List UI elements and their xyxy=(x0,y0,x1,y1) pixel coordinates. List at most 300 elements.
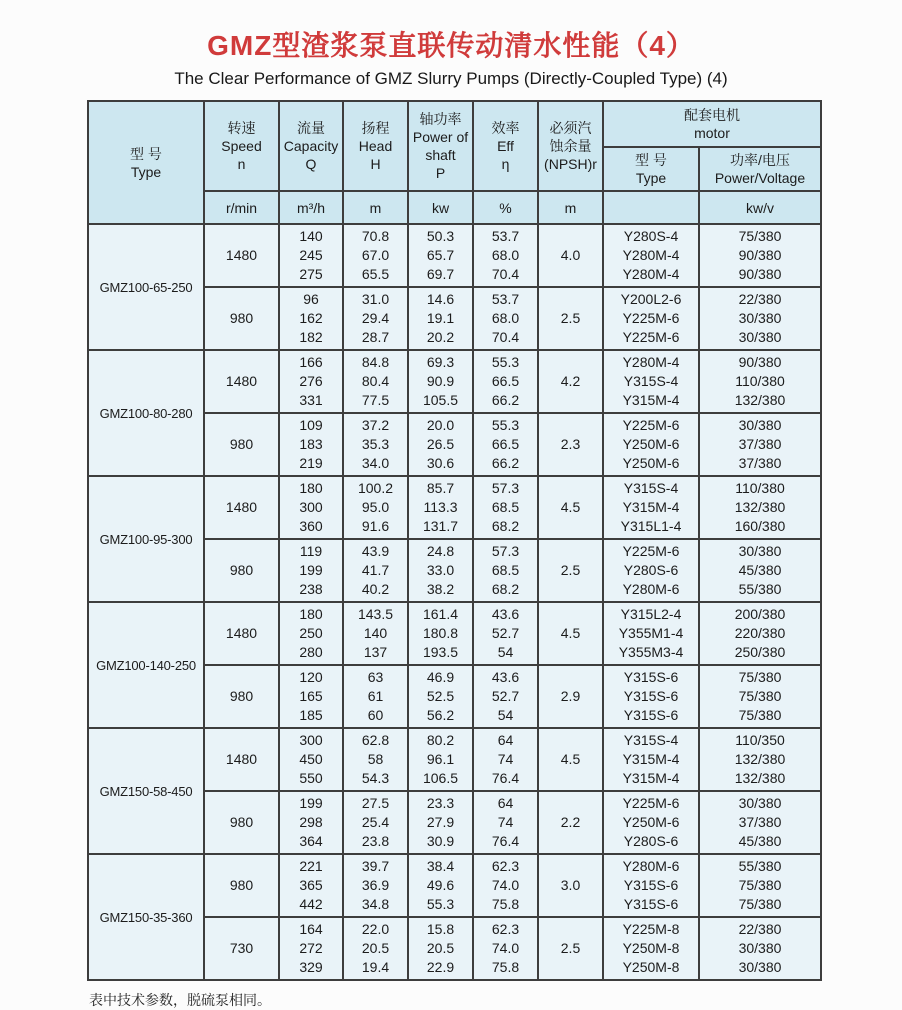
shaft-power-cell-value: 113.3 xyxy=(423,499,458,515)
shaft-power-cell-value: 131.7 xyxy=(422,518,459,534)
pump-model-cell: GMZ100-65-250 xyxy=(88,224,204,350)
shaft-power-cell-value: 24.8 xyxy=(426,543,455,559)
capacity-cell-value: 120 xyxy=(299,669,323,685)
motor-type-cell-value: Y315M-4 xyxy=(622,392,680,408)
motor-type-cell-value: Y225M-6 xyxy=(622,543,680,559)
head-cell-value: 22.0 xyxy=(361,921,390,937)
eff-cell xyxy=(473,413,538,476)
motor-type-cell xyxy=(603,476,699,539)
motor-type-cell-value: Y315L1-4 xyxy=(620,518,682,534)
eff-cell-value: 43.6 xyxy=(491,669,520,685)
motor-type-cell-value: Y315S-6 xyxy=(623,877,679,893)
unit-npsh: m xyxy=(538,191,603,224)
motor-power-cell-value: 75/380 xyxy=(738,669,782,685)
head-cell xyxy=(343,854,408,917)
head-cell-value: 58 xyxy=(367,751,384,767)
motor-power-cell xyxy=(699,728,821,791)
motor-power-cell-value: 37/380 xyxy=(738,814,782,830)
capacity-cell-value: 164 xyxy=(299,921,323,937)
shaft-power-cell-value: 90.9 xyxy=(426,373,455,389)
shaft-power-cell-value: 38.4 xyxy=(426,858,455,874)
motor-type-cell-value: Y280S-4 xyxy=(623,228,679,244)
capacity-cell-value: 275 xyxy=(299,266,323,282)
capacity-cell xyxy=(279,791,343,854)
header-eff-en: Eff xyxy=(497,138,514,154)
eff-cell xyxy=(473,287,538,350)
shaft-power-cell-value: 26.5 xyxy=(426,436,455,452)
motor-power-cell-value: 55/380 xyxy=(738,581,782,597)
head-cell-value: 39.7 xyxy=(361,858,390,874)
eff-cell-value: 68.0 xyxy=(491,247,520,263)
eff-cell-value: 74.0 xyxy=(491,940,520,956)
motor-type-cell-value: Y280S-6 xyxy=(623,562,679,578)
motor-type-cell-value: Y315M-4 xyxy=(622,499,680,515)
motor-power-cell-value: 75/380 xyxy=(738,688,782,704)
capacity-cell-value: 119 xyxy=(299,543,323,559)
page-title: GMZ型渣浆泵直联传动清水性能（4） xyxy=(207,30,695,61)
motor-type-cell-value: Y250M-6 xyxy=(622,455,680,471)
eff-cell-value: 57.3 xyxy=(491,480,520,496)
motor-power-cell xyxy=(699,350,821,413)
motor-type-cell xyxy=(603,665,699,728)
head-cell-value: 67.0 xyxy=(361,247,390,263)
unit-eff: % xyxy=(473,191,538,224)
motor-type-cell xyxy=(603,413,699,476)
motor-power-cell-value: 90/380 xyxy=(738,266,782,282)
motor-power-cell xyxy=(699,854,821,917)
eff-cell xyxy=(473,602,538,665)
motor-type-cell-value: Y225M-6 xyxy=(622,310,680,326)
head-cell-value: 19.4 xyxy=(361,959,390,975)
unit-head: m xyxy=(343,191,408,224)
pump-data-row xyxy=(88,854,821,917)
eff-cell-value: 76.4 xyxy=(491,833,520,849)
capacity-cell-value: 166 xyxy=(299,354,323,370)
npsh-cell: 2.5 xyxy=(538,287,603,350)
head-cell-value: 70.8 xyxy=(361,228,390,244)
shaft-power-cell xyxy=(408,287,473,350)
motor-power-cell xyxy=(699,665,821,728)
head-cell-value: 34.8 xyxy=(361,896,390,912)
motor-type-cell-value: Y225M-6 xyxy=(622,417,680,433)
shaft-power-cell-value: 20.0 xyxy=(426,417,455,433)
motor-power-cell-value: 110/380 xyxy=(735,373,785,389)
eff-cell xyxy=(473,917,538,980)
shaft-power-cell-value: 23.3 xyxy=(426,795,455,811)
pump-model-cell: GMZ100-95-300 xyxy=(88,476,204,602)
motor-type-cell xyxy=(603,791,699,854)
shaft-power-cell-value: 30.6 xyxy=(426,455,455,471)
header-eff xyxy=(473,101,538,191)
header-npsh-zh1: 必须汽 xyxy=(549,120,592,136)
motor-type-cell-value: Y315S-6 xyxy=(623,669,679,685)
header-npsh-zh2: 蚀余量 xyxy=(549,138,592,154)
capacity-cell xyxy=(279,665,343,728)
npsh-cell: 4.5 xyxy=(538,476,603,539)
pump-model-cell: GMZ100-140-250 xyxy=(88,602,204,728)
eff-cell-value: 68.5 xyxy=(491,499,520,515)
footnote: 表中技术参数，脱硫泵相同。 xyxy=(89,992,271,1008)
head-cell-value: 29.4 xyxy=(361,310,390,326)
shaft-power-cell-value: 105.5 xyxy=(422,392,459,408)
capacity-cell-value: 185 xyxy=(299,707,323,723)
motor-type-cell-value: Y355M1-4 xyxy=(618,625,684,641)
capacity-cell-value: 329 xyxy=(299,959,323,975)
eff-cell-value: 53.7 xyxy=(491,291,520,307)
motor-power-cell-value: 37/380 xyxy=(738,436,782,452)
motor-type-cell-value: Y315S-4 xyxy=(623,480,679,496)
shaft-power-cell-value: 19.1 xyxy=(426,310,455,326)
eff-cell-value: 76.4 xyxy=(491,770,520,786)
motor-power-cell-value: 30/380 xyxy=(738,329,782,345)
eff-cell-value: 64 xyxy=(497,732,514,748)
shaft-power-cell-value: 96.1 xyxy=(426,751,455,767)
motor-type-cell-value: Y225M-6 xyxy=(622,329,680,345)
head-cell-value: 25.4 xyxy=(361,814,390,830)
motor-power-cell-value: 30/380 xyxy=(738,310,782,326)
pump-data-row xyxy=(88,350,821,413)
npsh-cell: 2.9 xyxy=(538,665,603,728)
shaft-power-cell xyxy=(408,854,473,917)
capacity-cell-value: 245 xyxy=(299,247,323,263)
eff-cell xyxy=(473,854,538,917)
eff-cell-value: 74.0 xyxy=(491,877,520,893)
head-cell-value: 34.0 xyxy=(361,455,390,471)
capacity-cell xyxy=(279,476,343,539)
eff-cell-value: 57.3 xyxy=(491,543,520,559)
capacity-cell-value: 276 xyxy=(299,373,323,389)
capacity-cell xyxy=(279,539,343,602)
eff-cell-value: 54 xyxy=(497,707,514,723)
speed-cell: 980 xyxy=(204,854,279,917)
capacity-cell xyxy=(279,917,343,980)
speed-cell: 980 xyxy=(204,791,279,854)
shaft-power-cell-value: 33.0 xyxy=(426,562,455,578)
eff-cell xyxy=(473,539,538,602)
header-npsh xyxy=(538,101,603,191)
motor-power-cell-value: 132/380 xyxy=(734,499,786,515)
motor-power-cell-value: 90/380 xyxy=(738,247,782,263)
header-shaft-power xyxy=(408,101,473,191)
unit-shaft-power: kw xyxy=(408,191,473,224)
speed-cell: 1480 xyxy=(204,602,279,665)
shaft-power-cell-value: 20.5 xyxy=(426,940,455,956)
capacity-cell-value: 360 xyxy=(299,518,323,534)
head-cell xyxy=(343,224,408,287)
capacity-cell-value: 96 xyxy=(303,291,319,307)
capacity-cell-value: 272 xyxy=(299,940,323,956)
shaft-power-cell xyxy=(408,728,473,791)
shaft-power-cell-value: 22.9 xyxy=(426,959,455,975)
motor-power-cell-value: 45/380 xyxy=(738,833,782,849)
pump-model-cell: GMZ150-58-450 xyxy=(88,728,204,854)
page-subtitle: The Clear Performance of GMZ Slurry Pumps (Directly-Coupled Type) (4) xyxy=(174,69,728,88)
head-cell xyxy=(343,476,408,539)
motor-type-cell-value: Y315S-6 xyxy=(623,688,679,704)
motor-type-cell-value: Y315L2-4 xyxy=(620,606,682,622)
eff-cell xyxy=(473,728,538,791)
speed-cell: 980 xyxy=(204,665,279,728)
header-motor-zh: 配套电机 xyxy=(684,107,740,123)
motor-power-cell-value: 30/380 xyxy=(738,543,782,559)
capacity-cell-value: 298 xyxy=(299,814,323,830)
motor-type-cell-value: Y200L2-6 xyxy=(620,291,682,307)
unit-motor-type xyxy=(603,191,699,224)
motor-type-cell-value: Y225M-8 xyxy=(622,921,680,937)
head-cell-value: 140 xyxy=(363,625,388,641)
motor-type-cell-value: Y355M3-4 xyxy=(618,644,684,660)
capacity-cell-value: 300 xyxy=(299,732,323,748)
motor-power-cell-value: 250/380 xyxy=(734,644,786,660)
motor-power-cell-value: 75/380 xyxy=(738,896,782,912)
eff-cell-value: 70.4 xyxy=(491,266,520,282)
speed-cell: 980 xyxy=(204,413,279,476)
motor-type-cell-value: Y280S-6 xyxy=(623,833,679,849)
header-speed-symbol: n xyxy=(237,156,246,172)
eff-cell-value: 52.7 xyxy=(491,688,520,704)
head-cell-value: 28.7 xyxy=(361,329,390,345)
head-cell xyxy=(343,539,408,602)
head-cell-value: 36.9 xyxy=(361,877,390,893)
eff-cell xyxy=(473,665,538,728)
eff-cell-value: 64 xyxy=(497,795,514,811)
shaft-power-cell-value: 85.7 xyxy=(426,480,455,496)
speed-cell: 1480 xyxy=(204,224,279,287)
header-motor-power-zh: 功率/电压 xyxy=(730,152,790,168)
shaft-power-cell-value: 65.7 xyxy=(426,247,455,263)
header-capacity-zh: 流量 xyxy=(297,120,325,136)
shaft-power-cell-value: 106.5 xyxy=(422,770,459,786)
header-type xyxy=(88,101,204,224)
capacity-cell-value: 165 xyxy=(299,688,323,704)
eff-cell-value: 43.6 xyxy=(491,606,520,622)
head-cell-value: 80.4 xyxy=(361,373,390,389)
capacity-cell-value: 238 xyxy=(299,581,323,597)
motor-power-cell-value: 200/380 xyxy=(734,606,786,622)
head-cell-value: 31.0 xyxy=(361,291,390,307)
pump-model-cell: GMZ100-80-280 xyxy=(88,350,204,476)
unit-capacity: m³/h xyxy=(279,191,343,224)
motor-type-cell xyxy=(603,224,699,287)
capacity-cell-value: 250 xyxy=(299,625,323,641)
motor-power-cell xyxy=(699,224,821,287)
capacity-cell-value: 183 xyxy=(299,436,323,452)
motor-power-cell-value: 110/350 xyxy=(735,732,785,748)
npsh-cell: 2.2 xyxy=(538,791,603,854)
motor-type-cell-value: Y315S-4 xyxy=(623,732,679,748)
npsh-cell: 4.5 xyxy=(538,602,603,665)
motor-type-cell-value: Y280M-4 xyxy=(622,266,680,282)
shaft-power-cell-value: 38.2 xyxy=(426,581,455,597)
motor-type-cell xyxy=(603,854,699,917)
head-cell-value: 60 xyxy=(367,707,384,723)
capacity-cell-value: 331 xyxy=(299,392,323,408)
head-cell xyxy=(343,791,408,854)
eff-cell-value: 68.5 xyxy=(491,562,520,578)
capacity-cell-value: 199 xyxy=(299,795,323,811)
eff-cell-value: 55.3 xyxy=(491,354,520,370)
motor-power-cell-value: 110/380 xyxy=(735,480,785,496)
eff-cell-value: 55.3 xyxy=(491,417,520,433)
head-cell-value: 27.5 xyxy=(361,795,390,811)
head-cell xyxy=(343,917,408,980)
unit-motor-power: kw/v xyxy=(699,191,821,224)
motor-power-cell-value: 75/380 xyxy=(738,707,782,723)
header-motor-en: motor xyxy=(694,125,730,141)
header-type-en: Type xyxy=(130,163,162,180)
shaft-power-cell-value: 46.9 xyxy=(426,669,455,685)
capacity-cell-value: 180 xyxy=(299,606,323,622)
motor-type-cell-value: Y225M-6 xyxy=(622,795,680,811)
eff-cell xyxy=(473,350,538,413)
motor-type-cell-value: Y315M-4 xyxy=(622,751,680,767)
head-cell-value: 63 xyxy=(367,669,384,685)
capacity-cell-value: 221 xyxy=(299,858,323,874)
header-capacity-en: Capacity xyxy=(283,138,339,154)
motor-type-cell-value: Y250M-6 xyxy=(622,814,680,830)
header-shaft-power-en2: shaft xyxy=(425,147,456,163)
pump-data-row xyxy=(88,728,821,791)
eff-cell xyxy=(473,791,538,854)
capacity-cell-value: 450 xyxy=(299,751,323,767)
motor-type-cell-value: Y315S-4 xyxy=(623,373,679,389)
motor-power-cell-value: 220/380 xyxy=(734,625,786,641)
capacity-cell-value: 364 xyxy=(299,833,323,849)
head-cell xyxy=(343,350,408,413)
shaft-power-cell-value: 52.5 xyxy=(426,688,455,704)
motor-power-cell-value: 30/380 xyxy=(738,795,782,811)
head-cell xyxy=(343,287,408,350)
header-eff-zh: 效率 xyxy=(491,120,520,136)
npsh-cell: 3.0 xyxy=(538,854,603,917)
eff-cell-value: 62.3 xyxy=(491,858,520,874)
capacity-cell-value: 442 xyxy=(299,896,323,912)
npsh-cell: 2.5 xyxy=(538,917,603,980)
header-capacity xyxy=(279,101,343,191)
npsh-cell: 4.5 xyxy=(538,728,603,791)
head-cell-value: 77.5 xyxy=(361,392,390,408)
motor-type-cell-value: Y315M-4 xyxy=(622,770,680,786)
motor-power-cell-value: 30/380 xyxy=(738,959,782,975)
header-head-en: Head xyxy=(358,138,393,154)
eff-cell-value: 75.8 xyxy=(491,959,520,975)
capacity-cell-value: 300 xyxy=(299,499,323,515)
motor-power-cell-value: 132/380 xyxy=(734,770,786,786)
header-row-main xyxy=(88,101,821,147)
eff-cell-value: 66.2 xyxy=(491,392,520,408)
head-cell xyxy=(343,728,408,791)
motor-type-cell xyxy=(603,602,699,665)
head-cell xyxy=(343,413,408,476)
head-cell-value: 43.9 xyxy=(361,543,390,559)
motor-power-cell xyxy=(699,791,821,854)
motor-type-cell-value: Y280M-4 xyxy=(622,354,680,370)
motor-power-cell xyxy=(699,602,821,665)
pump-data-row xyxy=(88,224,821,287)
shaft-power-cell xyxy=(408,602,473,665)
motor-power-cell-value: 160/380 xyxy=(734,518,786,534)
head-cell-value: 100.2 xyxy=(357,480,394,496)
eff-cell-value: 70.4 xyxy=(491,329,520,345)
eff-cell-value: 68.0 xyxy=(491,310,520,326)
header-head-symbol: H xyxy=(370,156,381,172)
pump-data-row xyxy=(88,476,821,539)
eff-cell-value: 68.2 xyxy=(491,581,520,597)
head-cell-value: 41.7 xyxy=(361,562,390,578)
shaft-power-cell-value: 50.3 xyxy=(426,228,455,244)
header-shaft-power-symbol: P xyxy=(435,165,446,181)
motor-type-cell-value: Y280M-4 xyxy=(622,247,680,263)
pump-model-cell: GMZ150-35-360 xyxy=(88,854,204,980)
header-motor-group xyxy=(603,101,821,147)
shaft-power-cell xyxy=(408,791,473,854)
motor-power-cell-value: 132/380 xyxy=(734,392,786,408)
capacity-cell-value: 182 xyxy=(299,329,323,345)
speed-cell: 1480 xyxy=(204,476,279,539)
head-cell-value: 54.3 xyxy=(361,770,390,786)
speed-cell: 980 xyxy=(204,287,279,350)
capacity-cell-value: 219 xyxy=(299,455,323,471)
npsh-cell: 4.2 xyxy=(538,350,603,413)
motor-power-cell-value: 22/380 xyxy=(738,291,782,307)
pump-table-body xyxy=(88,224,821,980)
eff-cell-value: 75.8 xyxy=(491,896,520,912)
shaft-power-cell-value: 55.3 xyxy=(426,896,455,912)
npsh-cell: 4.0 xyxy=(538,224,603,287)
motor-power-cell xyxy=(699,287,821,350)
capacity-cell-value: 162 xyxy=(299,310,323,326)
eff-cell-value: 66.5 xyxy=(491,436,520,452)
motor-type-cell xyxy=(603,287,699,350)
motor-type-cell-value: Y250M-8 xyxy=(622,940,680,956)
speed-cell: 980 xyxy=(204,539,279,602)
head-cell-value: 37.2 xyxy=(361,417,390,433)
shaft-power-cell xyxy=(408,539,473,602)
header-speed-en: Speed xyxy=(221,138,262,154)
eff-cell-value: 74 xyxy=(497,751,514,767)
motor-type-cell xyxy=(603,728,699,791)
motor-power-cell-value: 30/380 xyxy=(738,417,782,433)
pump-performance-table xyxy=(87,100,822,981)
capacity-cell xyxy=(279,728,343,791)
shaft-power-cell-value: 15.8 xyxy=(426,921,455,937)
capacity-cell xyxy=(279,602,343,665)
motor-power-cell xyxy=(699,917,821,980)
shaft-power-cell xyxy=(408,917,473,980)
header-type-zh: 型 号 xyxy=(130,145,162,162)
head-cell-value: 62.8 xyxy=(361,732,390,748)
capacity-cell xyxy=(279,350,343,413)
header-shaft-power-en1: Power of xyxy=(412,129,469,145)
shaft-power-cell xyxy=(408,413,473,476)
head-cell-value: 35.3 xyxy=(361,436,390,452)
header-motor-type-en: Type xyxy=(635,170,667,186)
header-motor-power xyxy=(699,147,821,191)
motor-power-cell xyxy=(699,539,821,602)
eff-cell-value: 66.5 xyxy=(491,373,520,389)
capacity-cell-value: 365 xyxy=(299,877,323,893)
shaft-power-cell xyxy=(408,224,473,287)
speed-cell: 1480 xyxy=(204,728,279,791)
npsh-cell: 2.3 xyxy=(538,413,603,476)
head-cell-value: 143.5 xyxy=(357,606,394,622)
motor-type-cell-value: Y250M-8 xyxy=(622,959,680,975)
eff-cell-value: 68.2 xyxy=(491,518,520,534)
unit-speed: r/min xyxy=(204,191,279,224)
eff-cell xyxy=(473,224,538,287)
motor-power-cell-value: 22/380 xyxy=(738,921,782,937)
head-cell-value: 84.8 xyxy=(361,354,390,370)
